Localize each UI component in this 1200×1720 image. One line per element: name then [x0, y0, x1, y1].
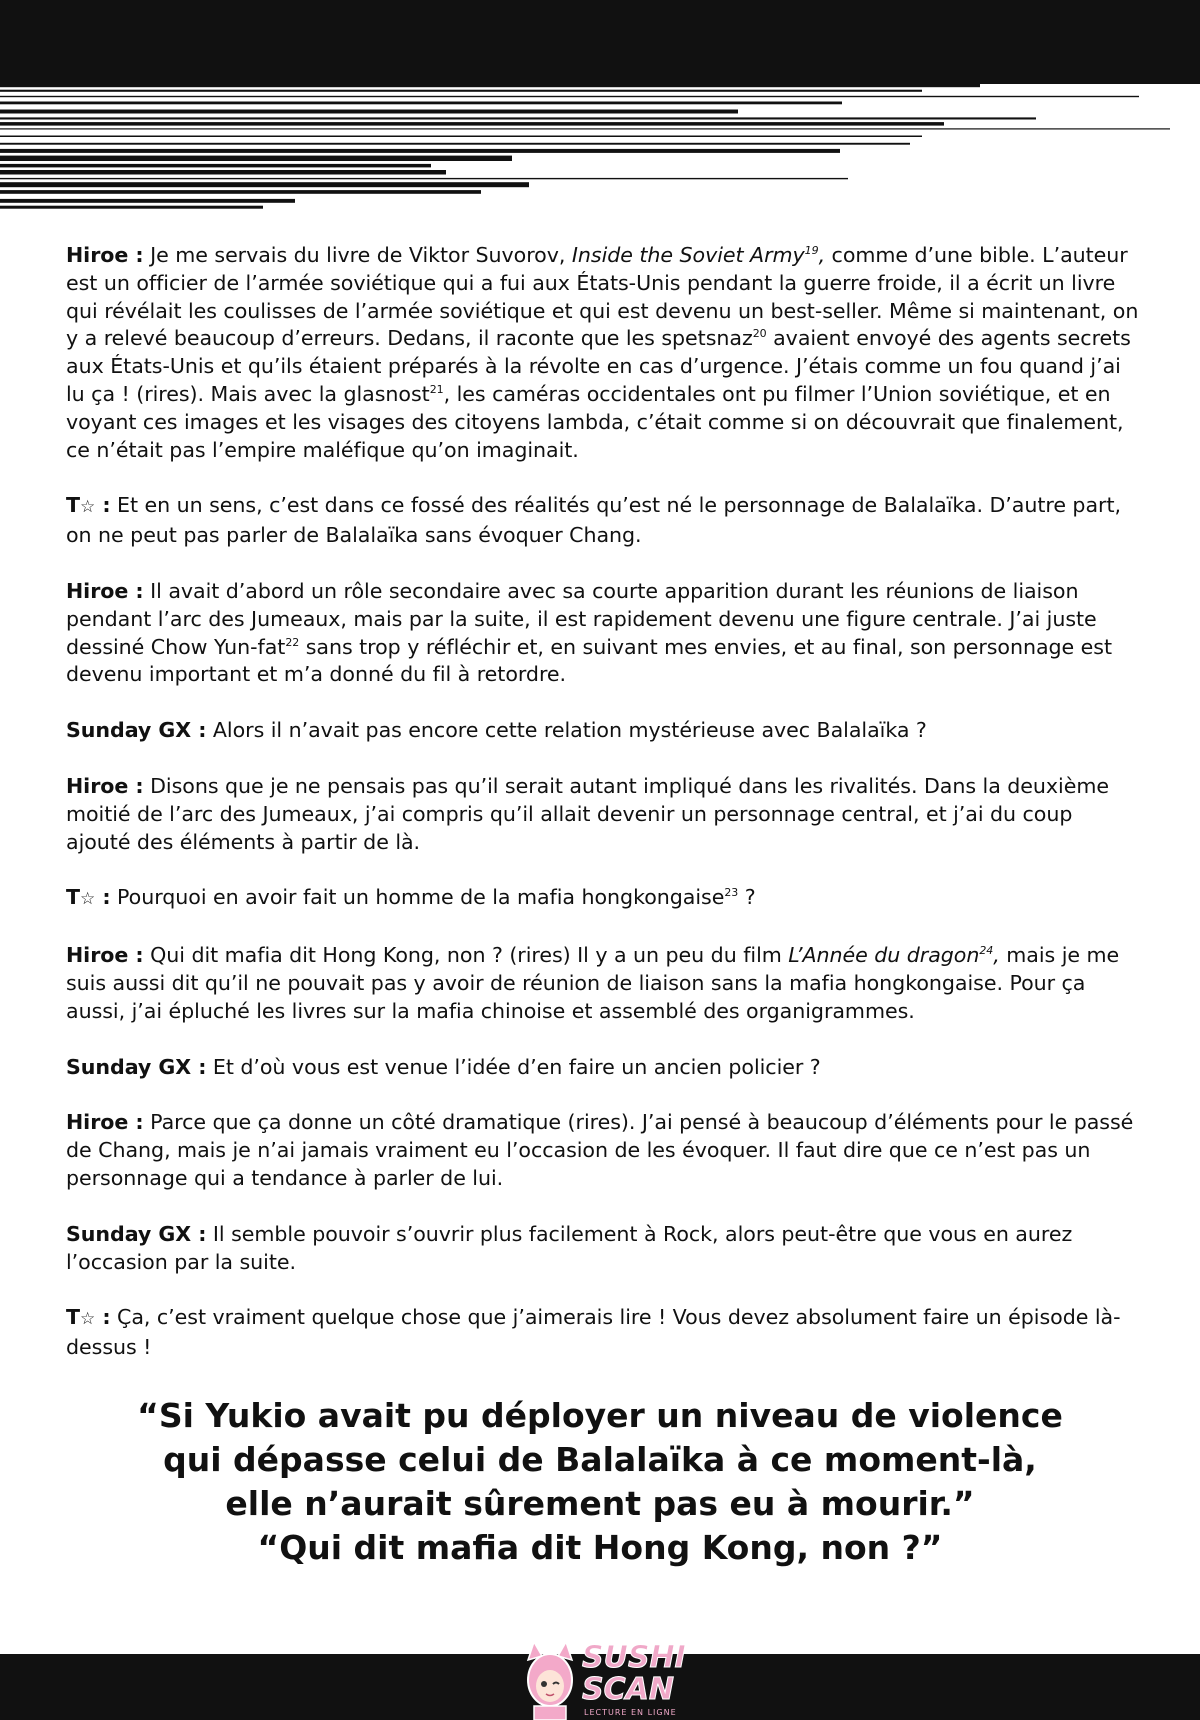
- speed-lines-header: [0, 0, 1200, 210]
- pull-quotes: [60, 1394, 1140, 1570]
- paragraph-text: Pourquoi en avoir fait un homme de la mafia hongkongaise: [110, 885, 725, 910]
- speed-line: [0, 90, 922, 92]
- interview-paragraph: [66, 1109, 1142, 1192]
- footnote-ref: 23: [724, 886, 739, 900]
- title-italic: ,: [993, 943, 1000, 968]
- speaker-label: Hiroe :: [66, 773, 144, 798]
- speed-line: [0, 136, 922, 138]
- footnote-ref: 19: [804, 244, 819, 258]
- speed-line: [0, 102, 842, 105]
- speed-line: [0, 110, 738, 114]
- title-italic: Inside the Soviet Army: [571, 243, 805, 267]
- speaker-label: Sunday GX :: [66, 1054, 207, 1079]
- paragraph-text: Il avait d’abord un rôle secondaire avec sa courte apparition durant les réunions de liaison pendant l’arc des Jumeaux, mais par la suite, il est rapidement devenu une figure centrale. J’ai juste dessiné Chow Yun-fat: [66, 578, 1097, 659]
- interview-paragraph: [66, 242, 1142, 464]
- paragraph-text: Et d’où vous est venue l’idée d’en faire un ancien policier ?: [206, 1054, 821, 1079]
- interview-paragraph: [66, 1054, 1142, 1082]
- interview-paragraph: [66, 884, 1142, 914]
- paragraph-text: avaient envoyé des agents secrets aux États-Unis et qu’ils étaient préparés à la révolte en cas d’urgence. J’étais comme un fou quand j’ai lu ça ! (rires). Mais avec la glasnost: [66, 326, 1131, 406]
- interview-paragraph: [66, 1221, 1142, 1277]
- footnote-ref: 20: [752, 327, 767, 341]
- interview-paragraph: [66, 942, 1142, 1025]
- quote-line: “Qui dit mafia dit Hong Kong, non ?”: [257, 1528, 943, 1567]
- paragraph-text: Il semble pouvoir s’ouvrir plus facilement à Rock, alors peut-être que vous en aurez l’occasion par la suite.: [66, 1221, 1073, 1274]
- paragraph-text: Je me servais du livre de Viktor Suvorov,: [143, 243, 572, 267]
- footnote-ref: 22: [285, 635, 300, 649]
- speed-line: [0, 128, 1170, 129]
- footnote-ref: 21: [429, 383, 444, 397]
- title-italic: ,: [818, 243, 826, 267]
- speaker-label: T☆ :: [66, 885, 111, 910]
- speed-line: [0, 156, 512, 161]
- paragraph-text: Alors il n’avait pas encore cette relation mystérieuse avec Balalaïka ?: [206, 718, 927, 743]
- speed-line: [0, 178, 848, 179]
- interview-paragraph: [66, 1304, 1142, 1362]
- paragraph-text: , les caméras occidentales ont pu filmer l’Union soviétique, et en voyant ces images et les visages des citoyens lambda, c’était comme si on découvrait que finalement, ce n’était pas l’empire maléfique qu’on imaginait.: [66, 381, 1124, 462]
- paragraph-text: Disons que je ne pensais pas qu’il serait autant impliqué dans les rivalités. Dans la deuxième moitié de l’arc des Jumeaux, j’ai compris qu’il allait devenir un personnage central, et j’ai du coup ajouté des éléments à partir de là.: [66, 773, 1109, 854]
- sushi-scan-logo: [520, 1638, 710, 1720]
- logo-tagline: LECTURE EN LIGNE: [584, 1708, 677, 1717]
- logo-line1: SUSHI: [582, 1640, 686, 1675]
- paragraph-text: Qui dit mafia dit Hong Kong, non ? (rires) Il y a un peu du film: [143, 943, 789, 968]
- speed-line: [0, 199, 295, 203]
- speaker-label: Hiroe :: [66, 943, 144, 968]
- star-icon: ☆: [80, 1309, 96, 1330]
- paragraph-text: comme d’une bible. L’auteur est un officier de l’armée soviétique qui a fui aux États-Unis pendant la guerre froide, il a écrit un livre qui révélait les coulisses de l’armée soviétique et qui est devenu un best-seller. Même si maintenant, on y a relevé beaucoup d’erreurs. Dedans, il raconte que les spetsnaz: [66, 243, 1139, 351]
- mascot-icon: [520, 1638, 580, 1720]
- star-icon: ☆: [80, 497, 96, 518]
- speed-line: [0, 170, 446, 175]
- speaker-label: Hiroe :: [66, 578, 144, 603]
- interview-text: [66, 242, 1142, 1390]
- speed-line: [0, 164, 431, 168]
- speaker-label: Hiroe :: [66, 1110, 144, 1135]
- paragraph-text: Et en un sens, c’est dans ce fossé des réalités qu’est né le personnage de Balalaïka. D’autre part, on ne peut pas parler de Balalaïka sans évoquer Chang.: [66, 493, 1121, 548]
- speaker-label: Hiroe :: [66, 243, 144, 267]
- paragraph-text: sans trop y réfléchir et, en suivant mes envies, et au final, son personnage est devenu important et m’a donné du fil à retordre.: [66, 634, 1113, 687]
- speed-lines-art: [0, 0, 1200, 210]
- logo-line2: SCAN: [582, 1672, 674, 1707]
- speaker-label: T☆ :: [66, 493, 111, 518]
- title-italic: L’Année du dragon: [788, 943, 980, 968]
- quote-line: “Si Yukio avait pu déployer un niveau de violence: [137, 1396, 1063, 1435]
- quote-line: qui dépasse celui de Balalaïka à ce moment-là,: [163, 1440, 1037, 1479]
- paragraph-text: Ça, c’est vraiment quelque chose que j’aimerais lire ! Vous devez absolument faire un épisode là-dessus !: [66, 1305, 1121, 1360]
- speed-line: [0, 122, 944, 126]
- star-icon: ☆: [80, 889, 96, 910]
- quote-line: elle n’aurait sûrement pas eu à mourir.”: [225, 1484, 975, 1523]
- speed-line: [0, 182, 529, 187]
- paragraph-text: Parce que ça donne un côté dramatique (rires). J’ai pensé à beaucoup d’éléments pour le passé de Chang, mais je n’ai jamais vraiment eu l’occasion de les évoquer. Il faut dire que ce n’est pas un personnage qui a tendance à parler de lui.: [66, 1110, 1134, 1190]
- speaker-label: T☆ :: [66, 1305, 111, 1330]
- speed-line: [0, 190, 481, 194]
- speed-line: [0, 143, 910, 145]
- speed-line: [0, 84, 980, 87]
- speed-line: [0, 96, 1139, 97]
- interview-paragraph: [66, 578, 1142, 689]
- speaker-label: Sunday GX :: [66, 718, 207, 743]
- interview-paragraph: [66, 773, 1142, 856]
- paragraph-text: ?: [738, 885, 756, 910]
- speed-line: [0, 206, 263, 209]
- interview-paragraph: [66, 492, 1142, 550]
- interview-paragraph: [66, 717, 1142, 745]
- paragraph-text: mais je me suis aussi dit qu’il ne pouvait pas y avoir de réunion de liaison sans la mafia hongkongaise. Pour ça aussi, j’ai épluché les livres sur la mafia chinoise et assemblé des organigrammes.: [66, 943, 1120, 1023]
- speaker-label: Sunday GX :: [66, 1221, 207, 1246]
- footnote-ref: 24: [979, 944, 994, 958]
- header-black-bar: [0, 0, 1200, 84]
- speed-line: [0, 149, 840, 153]
- speed-line: [0, 117, 1036, 119]
